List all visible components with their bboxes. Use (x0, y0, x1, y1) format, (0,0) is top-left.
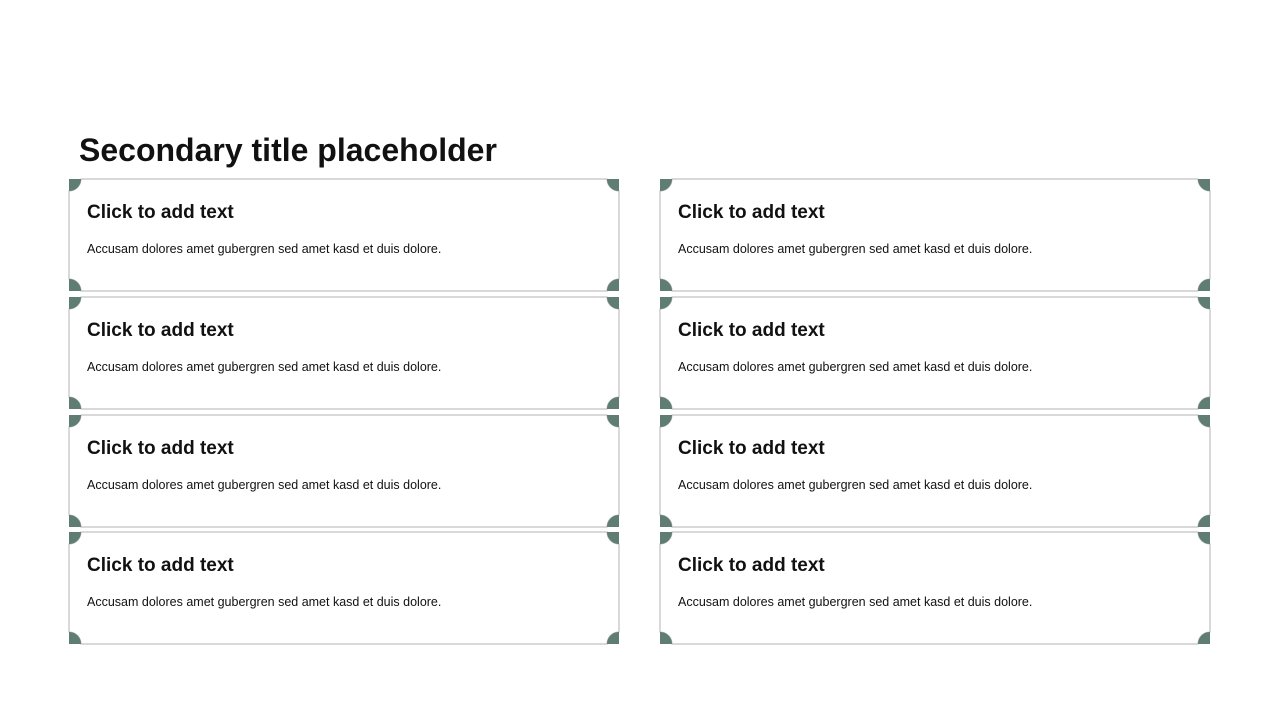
card-heading[interactable]: Click to add text (87, 320, 234, 341)
text-card[interactable] (69, 297, 619, 409)
card-body-text[interactable]: Accusam dolores amet gubergren sed amet kasd et duis dolore. (678, 360, 1033, 374)
card-outline (660, 532, 1210, 644)
card-body-text[interactable]: Accusam dolores amet gubergren sed amet kasd et duis dolore. (678, 242, 1033, 256)
card-heading[interactable]: Click to add text (678, 202, 825, 223)
text-card[interactable] (69, 179, 619, 291)
card-body-text[interactable]: Accusam dolores amet gubergren sed amet kasd et duis dolore. (87, 242, 442, 256)
text-card[interactable] (660, 532, 1210, 644)
card-outline (69, 415, 619, 527)
text-card[interactable] (660, 297, 1210, 409)
card-body-text[interactable]: Accusam dolores amet gubergren sed amet kasd et duis dolore. (678, 478, 1033, 492)
card-frame (660, 179, 1210, 291)
card-frame (69, 532, 619, 644)
card-frame (69, 415, 619, 527)
card-heading[interactable]: Click to add text (87, 438, 234, 459)
card-heading[interactable]: Click to add text (678, 320, 825, 341)
card-outline (660, 415, 1210, 527)
text-card[interactable] (69, 415, 619, 527)
card-body-text[interactable]: Accusam dolores amet gubergren sed amet kasd et duis dolore. (87, 595, 442, 609)
card-body-text[interactable]: Accusam dolores amet gubergren sed amet kasd et duis dolore. (87, 478, 442, 492)
card-body-text[interactable]: Accusam dolores amet gubergren sed amet kasd et duis dolore. (678, 595, 1033, 609)
card-frame (660, 415, 1210, 527)
card-outline (69, 297, 619, 409)
card-body-text[interactable]: Accusam dolores amet gubergren sed amet kasd et duis dolore. (87, 360, 442, 374)
card-frame (69, 179, 619, 291)
text-card[interactable] (660, 179, 1210, 291)
card-heading[interactable]: Click to add text (678, 555, 825, 576)
card-frame (660, 532, 1210, 644)
card-frame (660, 297, 1210, 409)
card-heading[interactable]: Click to add text (87, 555, 234, 576)
card-outline (69, 532, 619, 644)
card-heading[interactable]: Click to add text (87, 202, 234, 223)
card-frame (69, 297, 619, 409)
card-grid (69, 179, 1210, 645)
card-outline (660, 297, 1210, 409)
card-outline (69, 179, 619, 291)
card-outline (660, 179, 1210, 291)
card-heading[interactable]: Click to add text (678, 438, 825, 459)
text-card[interactable] (660, 415, 1210, 527)
slide-title[interactable]: Secondary title placeholder (79, 132, 497, 168)
text-card[interactable] (69, 532, 619, 644)
